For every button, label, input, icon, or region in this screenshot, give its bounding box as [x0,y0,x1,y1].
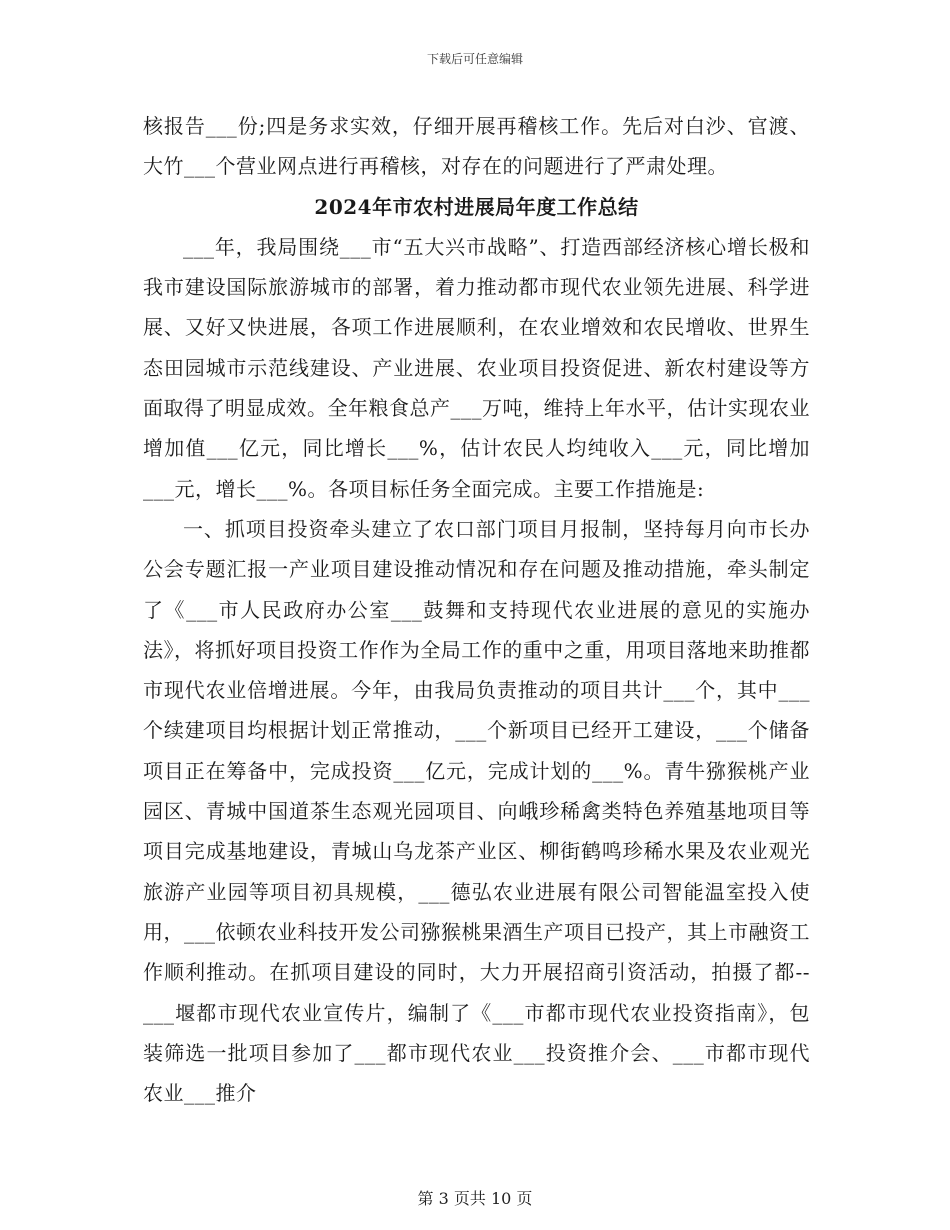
body-paragraph-1: ___年，我局围绕___市“五大兴市战略”、打造西部经济核心增长极和我市建设国际旅游城市的部署，着力推动都市现代农业领先进展、科学进展、又好又快进展，各项工作进展顺利，在农业增效和农民增收、世界生态田园城市示范线建设、产业进展、农业项目投资促进、新农村建设等方面取得了明显成效。全年粮食总产___万吨，维持上年水平，估计实现农业增加值___亿元，同比增长___%，估计农民人均纯收入___元，同比增加___元，增长___%。各项目标任务全面完成。主要工作措施是: [143,234,810,501]
document-title: 2024年市农村进展局年度工作总结 [314,194,639,219]
body-paragraph-2: 一、抓项目投资牵头建立了农口部门项目月报制，坚持每月向市长办公会专题汇报一产业项目建设推动情况和存在问题及推动措施，牵头制定了《___市人民政府办公室___鼓舞和支持现代农业进展的意见的实施办法》，将抓好项目投资工作作为全局工作的重中之重，用项目落地来助推都市现代农业倍增进展。今年，由我局负责推动的项目共计___个，其中___个续建项目均根据计划正常推动，___个新项目已经开工建设，___个储备项目正在筹备中，完成投资___亿元，完成计划的___%。青牛猕猴桃产业园区、青城中国道茶生态观光园项目、向峨珍稀禽类特色养殖基地项目等项目完成基地建设，青城山乌龙茶产业区、柳街鹤鸣珍稀水果及农业观光旅游产业园等项目初具规模，___德弘农业进展有限公司智能温室投入使用，___依顿农业科技开发公司猕猴桃果酒生产项目已投产，其上市融资工作顺利推动。在抓项目建设的同时，大力开展招商引资活动，拍摄了都--___堰都市现代农业宣传片，编制了《___市都市现代农业投资指南》，包装筛选一批项目参加了___都市现代农业___投资推介会、___市都市现代农业___推介 [143,516,810,1106]
continuation-paragraph: 核报告___份;四是务求实效，仔细开展再稽核工作。先后对白沙、官渡、大竹___个营业网点进行再稽核，对存在的问题进行了严肃处理。 [143,114,810,179]
page-header-note: 下载后可任意编辑 [426,52,523,66]
document-body [143,106,810,1113]
page-number-footer: 第 3 页共 10 页 [417,1189,533,1208]
